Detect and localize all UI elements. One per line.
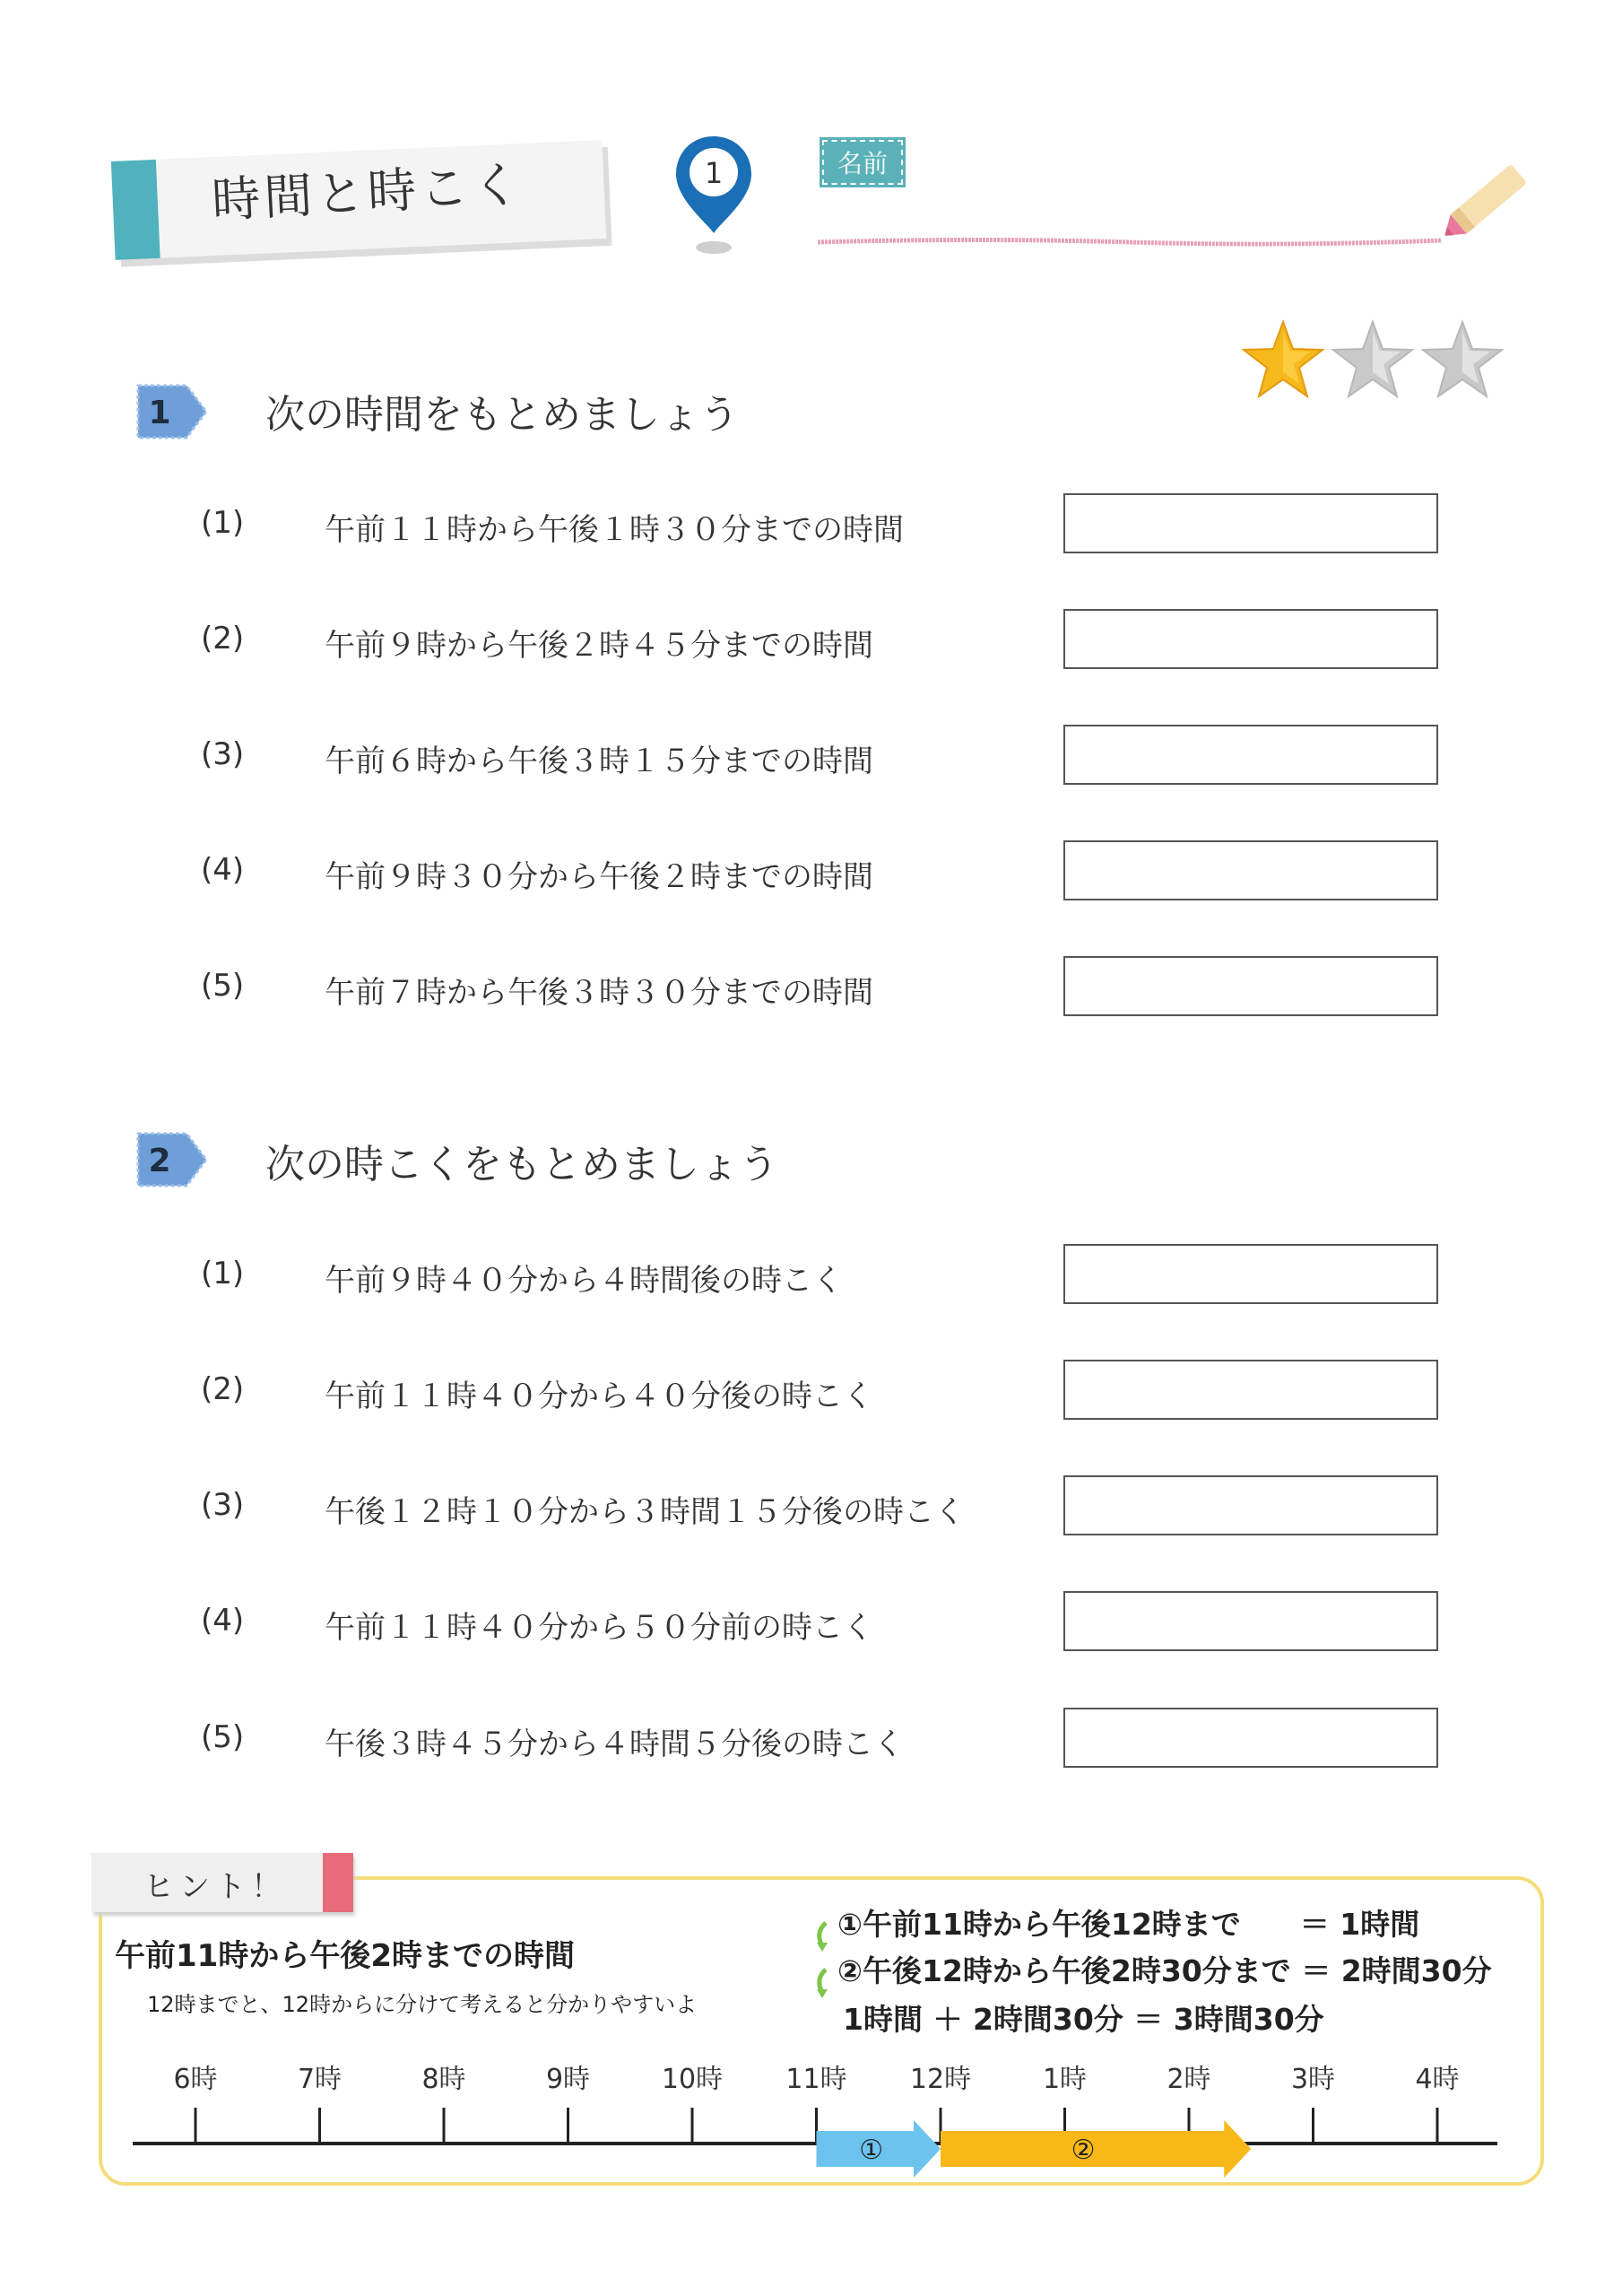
section-2-title: 次の時こくをもとめましょう <box>265 1142 778 1187</box>
answer-box[interactable] <box>1063 1708 1438 1768</box>
timeline-arrow-1-label: ① <box>859 2135 884 2166</box>
hint-tab-accent <box>323 1853 353 1912</box>
answer-box[interactable] <box>1063 1591 1438 1651</box>
svg-text:2: 2 <box>148 1143 171 1179</box>
crayon-icon <box>1433 152 1540 255</box>
curved-arrow-icon <box>811 1919 833 2016</box>
name-field-line[interactable] <box>816 235 1444 257</box>
answer-box[interactable] <box>1063 725 1438 785</box>
title-accent <box>111 160 160 260</box>
question-number: (3) <box>201 1487 245 1523</box>
timeline-label: 7時 <box>297 2064 343 2095</box>
timeline-label: 2時 <box>1167 2064 1211 2095</box>
hint-step-3: 1時間 ＋ 2時間30分 ＝ 3時間30分 <box>843 2002 1324 2037</box>
answer-box[interactable] <box>1063 1244 1438 1304</box>
answer-box[interactable] <box>1063 956 1438 1016</box>
question-text: 午前１１時４０分から５０分前の時こく <box>325 1610 873 1646</box>
hint-label: ヒント！ <box>143 1869 287 1905</box>
answer-box[interactable] <box>1063 493 1438 553</box>
answer-box[interactable] <box>1063 1360 1438 1420</box>
question-number: (1) <box>201 1256 245 1292</box>
star-empty-icon <box>1333 322 1412 396</box>
timeline-label: 1時 <box>1042 2064 1088 2095</box>
section-1-badge <box>136 384 208 443</box>
hint-title: 午前11時から午後2時までの時間 <box>115 1938 575 1974</box>
question-number: (2) <box>201 621 245 657</box>
svg-text:1: 1 <box>148 395 171 431</box>
question-text: 午前９時４０分から４時間後の時こく <box>325 1263 843 1299</box>
star-filled-icon <box>1244 322 1323 396</box>
question-text: 午前１１時から午後１時３０分までの時間 <box>325 512 904 548</box>
question-text: 午後１２時１０分から３時間１５分後の時こく <box>325 1494 965 1530</box>
section-1-title: 次の時間をもとめましょう <box>265 392 739 438</box>
hint-step-1: ①午前11時から午後12時まで ＝ 1時間 <box>837 1907 1420 1942</box>
question-number: (5) <box>201 1719 245 1755</box>
timeline-label: 11時 <box>785 2064 847 2095</box>
name-label: 名前 <box>822 140 903 185</box>
question-text: 午前１１時４０分から４０分後の時こく <box>325 1378 873 1414</box>
question-text: 午前９時３０分から午後２時までの時間 <box>325 859 873 895</box>
question-text: 午後３時４５分から４時間５分後の時こく <box>325 1726 904 1762</box>
answer-box[interactable] <box>1063 840 1438 900</box>
timeline-arrow-2 <box>941 2120 1251 2178</box>
timeline-label: 4時 <box>1415 2064 1460 2095</box>
difficulty-stars <box>1242 318 1511 408</box>
answer-box[interactable] <box>1063 609 1438 669</box>
question-number: (4) <box>201 852 245 888</box>
map-pin-icon <box>671 133 757 260</box>
timeline-label: 12時 <box>909 2064 972 2095</box>
page-title: 時間と時こく <box>210 155 525 230</box>
sheet-number: 1 <box>704 156 724 190</box>
question-number: (3) <box>201 736 245 772</box>
question-number: (5) <box>201 968 245 1004</box>
question-number: (1) <box>201 505 245 541</box>
timeline-label: 9時 <box>545 2064 591 2095</box>
question-text: 午前９時から午後２時４５分までの時間 <box>325 628 873 664</box>
question-number: (2) <box>201 1371 245 1407</box>
star-empty-icon <box>1423 322 1502 396</box>
question-text: 午前７時から午後３時３０分までの時間 <box>325 975 873 1011</box>
answer-box[interactable] <box>1063 1475 1438 1535</box>
timeline-label: 6時 <box>173 2064 218 2095</box>
timeline-label: 10時 <box>661 2064 724 2095</box>
timeline-label: 8時 <box>421 2064 466 2095</box>
hint-subtitle: 12時までと、12時からに分けて考えると分かりやすいよ <box>147 1992 698 2017</box>
hint-step-2: ②午後12時から午後2時30分まで ＝ 2時間30分 <box>837 1953 1492 1988</box>
timeline-label: 3時 <box>1290 2064 1336 2095</box>
timeline-arrow-2-label: ② <box>1071 2135 1096 2166</box>
section-2-badge <box>136 1132 208 1191</box>
timeline <box>126 2045 1524 2183</box>
question-text: 午前６時から午後３時１５分までの時間 <box>325 744 873 779</box>
question-number: (4) <box>201 1603 245 1639</box>
